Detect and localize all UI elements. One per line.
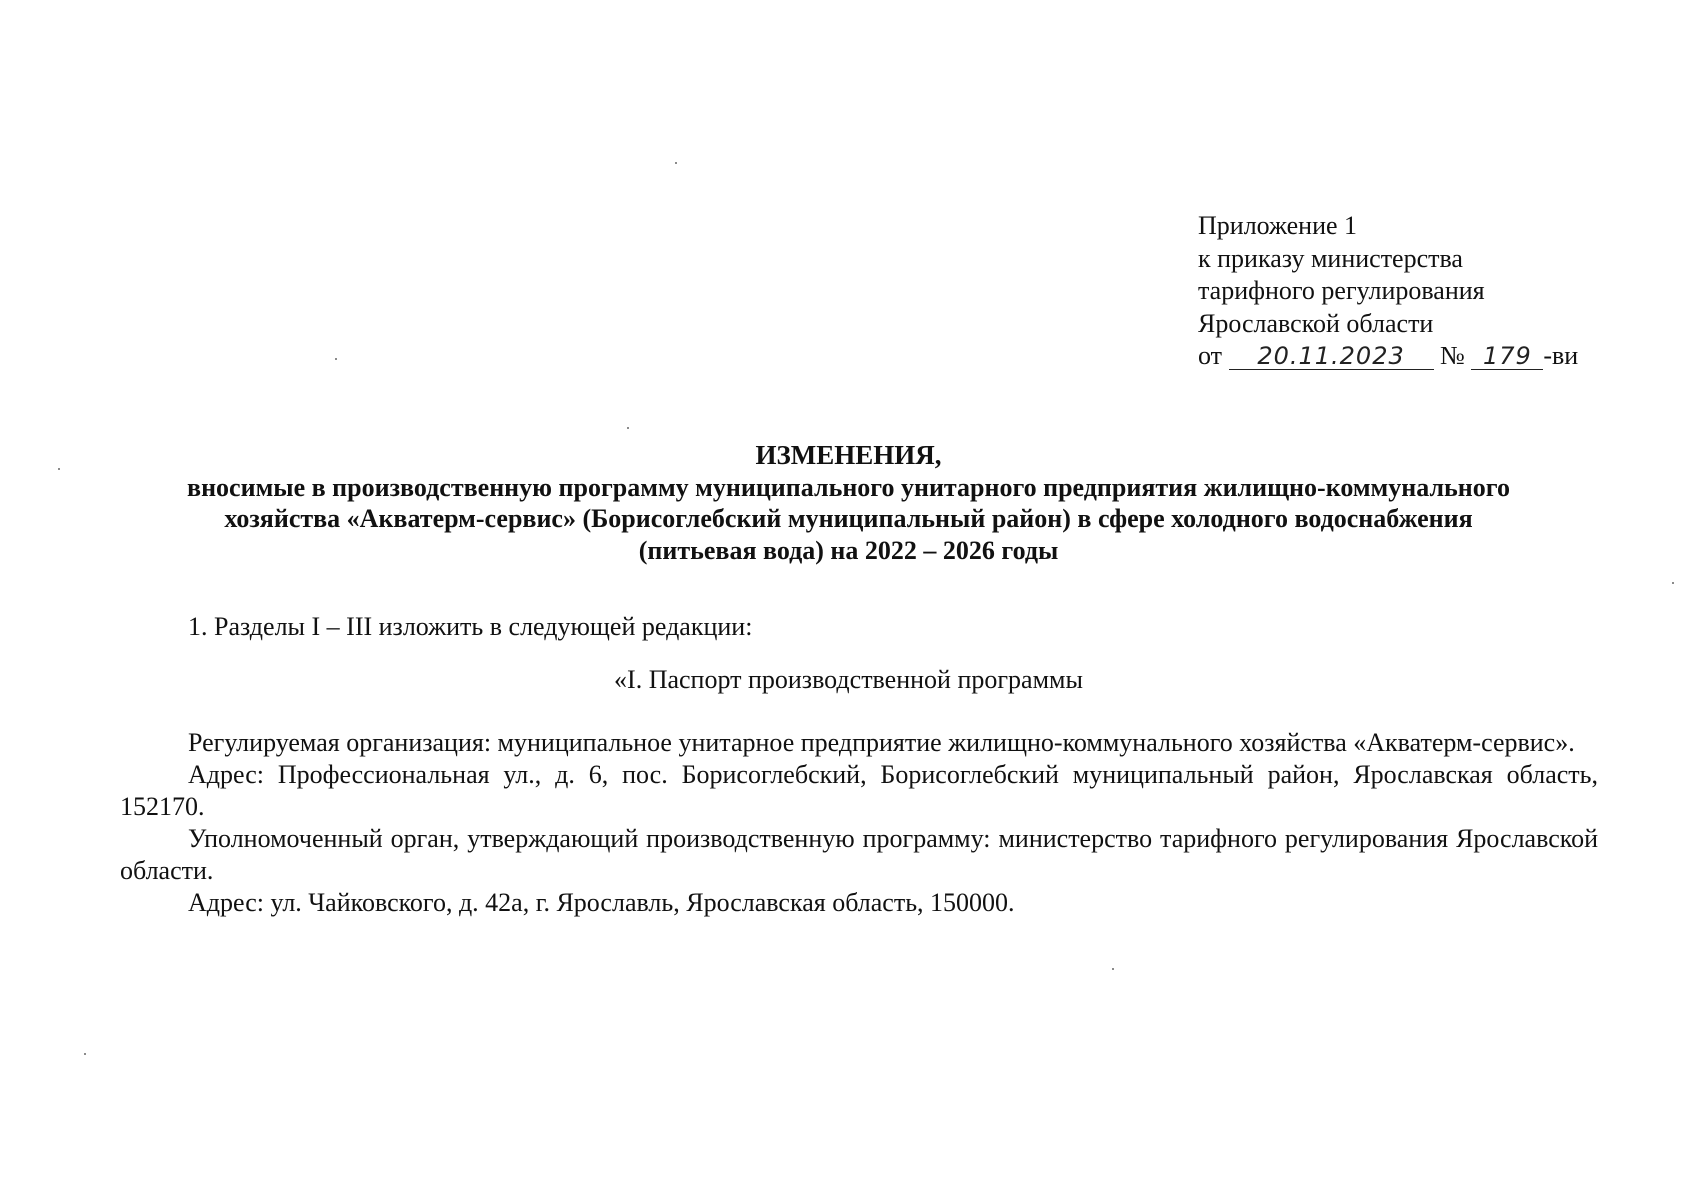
appendix-line-3: тарифного регулирования (1198, 276, 1485, 305)
number-handwritten: 179 (1471, 343, 1543, 370)
section-title: «I. Паспорт производственной программы (614, 665, 1083, 694)
scan-speck (675, 162, 677, 164)
title-heading: ИЗМЕНЕНИЯ, (755, 440, 942, 470)
date-handwritten: 20.11.2023 (1229, 343, 1434, 370)
appendix-line-1: Приложение 1 (1198, 211, 1358, 240)
scan-speck (84, 1053, 86, 1055)
paragraph-organization: Регулируемая организация: муниципальное унитарное предприятие жилищно-коммунального хозяйства «Акватерм-сервис». (188, 728, 1575, 757)
scan-speck (1672, 582, 1674, 584)
intro-paragraph: 1. Разделы I – III изложить в следующей редакции: (188, 612, 753, 641)
title-line-1: вносимые в производственную программу муниципального унитарного предприятия жилищно-коммунального (187, 472, 1510, 502)
passport-body (120, 727, 1598, 919)
scan-speck (58, 468, 60, 470)
appendix-date-line (1198, 340, 1578, 373)
appendix-block (1198, 210, 1578, 373)
scan-speck (335, 358, 337, 360)
appendix-line-4: Ярославской области (1198, 308, 1434, 338)
paragraph-authority: Уполномоченный орган, утверждающий производственную программу: министерство тарифного регулирования Ярославской области. (120, 824, 1598, 885)
date-prefix: от (1198, 341, 1223, 370)
title-line-3: (питьевая вода) на 2022 – 2026 годы (638, 535, 1059, 565)
number-prefix: № (1440, 341, 1465, 370)
paragraph-authority-address: Адрес: ул. Чайковского, д. 42а, г. Ярославль, Ярославская область, 150000. (188, 888, 1015, 917)
appendix-line-2: к приказу министерства (1198, 243, 1463, 273)
document-title (0, 440, 1697, 566)
scan-speck (1112, 968, 1114, 970)
paragraph-organization-address: Адрес: Профессиональная ул., д. 6, пос. Борисоглебский, Борисоглебский муниципальный район, Ярославская область, 152170. (120, 760, 1598, 821)
title-line-2: хозяйства «Акватерм-сервис» (Борисоглебский муниципальный район) в сфере холодного водоснабжения (224, 504, 1473, 533)
scan-speck (627, 427, 629, 429)
number-suffix: -ви (1543, 341, 1579, 370)
